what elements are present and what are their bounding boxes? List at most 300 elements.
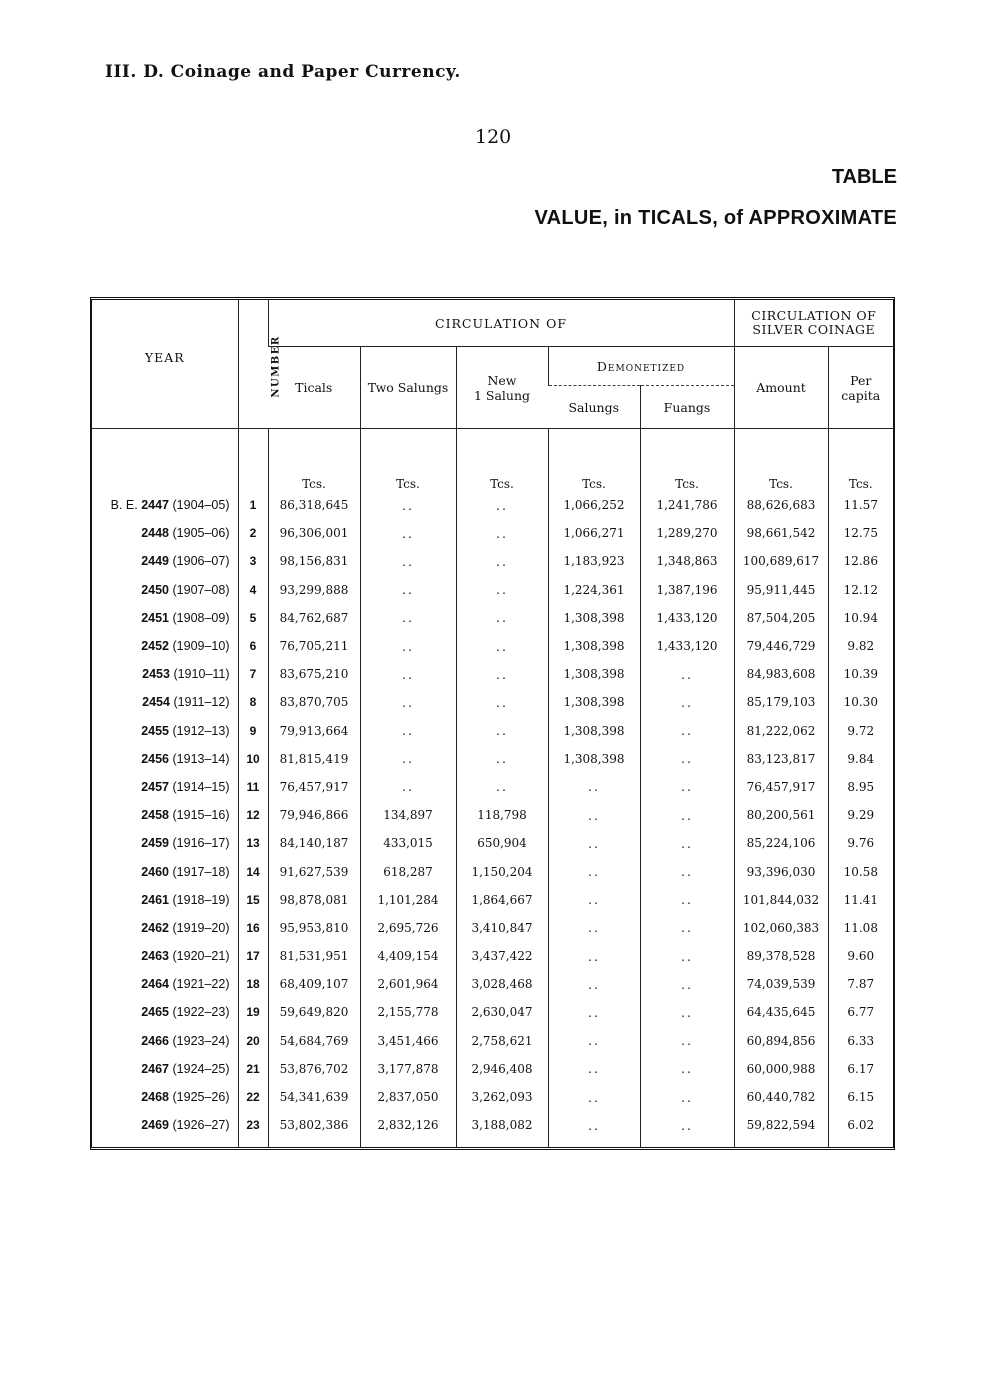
cell-year xyxy=(92,998,238,1026)
year-be: 2468 xyxy=(141,1090,170,1105)
cell-salungs: 1,308,398 xyxy=(548,745,640,773)
cell-salungs: 1,224,361 xyxy=(548,576,640,604)
cell-new-salung: 3,410,847 xyxy=(456,914,548,942)
table-row xyxy=(92,519,893,547)
cell-two-salungs: 2,695,726 xyxy=(360,914,456,942)
year-be: 2464 xyxy=(141,977,170,992)
cell-number: 21 xyxy=(238,1055,268,1083)
cell-per-capita: 12.86 xyxy=(828,547,893,575)
year-period: (1905–06) xyxy=(172,526,230,541)
cell-year xyxy=(92,632,238,660)
cell-fuangs: .. xyxy=(640,745,734,773)
table-row xyxy=(92,914,893,942)
cell-amount: 101,844,032 xyxy=(734,886,828,914)
cell-salungs: .. xyxy=(548,801,640,829)
table-row xyxy=(92,576,893,604)
header-two-salungs: Two Salungs xyxy=(360,347,456,429)
cell-new-salung: 118,798 xyxy=(456,801,548,829)
table-row xyxy=(92,1083,893,1111)
cell-salungs: .. xyxy=(548,998,640,1026)
cell-per-capita: 9.76 xyxy=(828,829,893,857)
unit-cell-amount: Tcs. xyxy=(734,429,828,492)
cell-number: 9 xyxy=(238,717,268,745)
cell-year xyxy=(92,1055,238,1083)
cell-two-salungs: .. xyxy=(360,519,456,547)
cell-fuangs: .. xyxy=(640,970,734,998)
cell-salungs: .. xyxy=(548,1027,640,1055)
table-row xyxy=(92,745,893,773)
cell-ticals: 93,299,888 xyxy=(268,576,360,604)
cell-amount: 87,504,205 xyxy=(734,604,828,632)
year-be: 2454 xyxy=(142,695,170,710)
cell-ticals: 54,341,639 xyxy=(268,1083,360,1111)
cell-number: 6 xyxy=(238,632,268,660)
cell-number: 3 xyxy=(238,547,268,575)
cell-per-capita: 11.41 xyxy=(828,886,893,914)
year-period: (1917–18) xyxy=(172,864,230,879)
cell-ticals: 98,156,831 xyxy=(268,547,360,575)
header-ticals: Ticals xyxy=(268,347,360,429)
cell-number: 1 xyxy=(238,491,268,519)
cell-number: 19 xyxy=(238,998,268,1026)
table-row xyxy=(92,632,893,660)
cell-two-salungs: 3,177,878 xyxy=(360,1055,456,1083)
cell-two-salungs: 1,101,284 xyxy=(360,886,456,914)
year-be: 2456 xyxy=(141,751,170,766)
cell-amount: 85,224,106 xyxy=(734,829,828,857)
year-period: (1907–08) xyxy=(172,582,230,597)
cell-ticals: 83,870,705 xyxy=(268,688,360,716)
cell-amount: 95,911,445 xyxy=(734,576,828,604)
cell-salungs: 1,066,252 xyxy=(548,491,640,519)
cell-salungs: .. xyxy=(548,914,640,942)
cell-per-capita: 6.02 xyxy=(828,1111,893,1147)
unit-cell-number xyxy=(238,429,268,492)
table-row xyxy=(92,801,893,829)
cell-amount: 93,396,030 xyxy=(734,857,828,885)
cell-per-capita: 12.12 xyxy=(828,576,893,604)
header-amount: Amount xyxy=(734,347,828,429)
year-period: (1908–09) xyxy=(172,610,230,625)
header-demonetized: Demonetized xyxy=(548,347,734,386)
cell-fuangs: 1,241,786 xyxy=(640,491,734,519)
cell-two-salungs: 433,015 xyxy=(360,829,456,857)
cell-new-salung: .. xyxy=(456,576,548,604)
year-period: (1923–24) xyxy=(172,1033,230,1048)
unit-cell-ticals: Tcs. xyxy=(268,429,360,492)
cell-two-salungs: 2,832,126 xyxy=(360,1111,456,1147)
cell-ticals: 76,705,211 xyxy=(268,632,360,660)
year-be: 2462 xyxy=(141,920,170,935)
cell-amount: 64,435,645 xyxy=(734,998,828,1026)
cell-ticals: 96,306,001 xyxy=(268,519,360,547)
cell-new-salung: .. xyxy=(456,773,548,801)
cell-amount: 81,222,062 xyxy=(734,717,828,745)
cell-fuangs: .. xyxy=(640,1111,734,1147)
year-be: 2467 xyxy=(141,1061,170,1076)
cell-salungs: 1,308,398 xyxy=(548,604,640,632)
cell-new-salung: 2,946,408 xyxy=(456,1055,548,1083)
cell-new-salung: .. xyxy=(456,604,548,632)
page-number: 120 xyxy=(475,126,512,148)
year-period: (1922–23) xyxy=(172,1005,230,1020)
year-be: 2449 xyxy=(141,554,170,569)
header-new-salung xyxy=(456,347,548,429)
year-period: (1909–10) xyxy=(172,639,230,654)
currency-table xyxy=(92,300,893,1147)
cell-salungs: .. xyxy=(548,886,640,914)
cell-per-capita: 8.95 xyxy=(828,773,893,801)
cell-per-capita: 11.57 xyxy=(828,491,893,519)
cell-year xyxy=(92,857,238,885)
cell-new-salung: .. xyxy=(456,688,548,716)
cell-salungs: .. xyxy=(548,1055,640,1083)
cell-fuangs: .. xyxy=(640,1027,734,1055)
cell-fuangs: 1,387,196 xyxy=(640,576,734,604)
table-header xyxy=(92,300,893,429)
table-row xyxy=(92,942,893,970)
cell-fuangs: .. xyxy=(640,1055,734,1083)
cell-salungs: 1,066,271 xyxy=(548,519,640,547)
cell-fuangs: .. xyxy=(640,660,734,688)
cell-amount: 100,689,617 xyxy=(734,547,828,575)
cell-ticals: 86,318,645 xyxy=(268,491,360,519)
year-be: 2452 xyxy=(141,639,170,654)
cell-year xyxy=(92,829,238,857)
cell-fuangs: .. xyxy=(640,886,734,914)
table-row xyxy=(92,547,893,575)
cell-salungs: .. xyxy=(548,942,640,970)
unit-cell-salungs: Tcs. xyxy=(548,429,640,492)
cell-per-capita: 9.29 xyxy=(828,801,893,829)
cell-two-salungs: .. xyxy=(360,773,456,801)
table-row xyxy=(92,717,893,745)
header-new-salung-line1: New xyxy=(487,372,517,388)
cell-number: 20 xyxy=(238,1027,268,1055)
cell-fuangs: .. xyxy=(640,998,734,1026)
cell-ticals: 79,913,664 xyxy=(268,717,360,745)
unit-cell-two-salungs: Tcs. xyxy=(360,429,456,492)
cell-per-capita: 6.33 xyxy=(828,1027,893,1055)
cell-per-capita: 11.08 xyxy=(828,914,893,942)
cell-two-salungs: .. xyxy=(360,547,456,575)
header-salungs: Salungs xyxy=(548,386,640,429)
header-per-capita-line2: capita xyxy=(841,387,881,403)
cell-number: 4 xyxy=(238,576,268,604)
year-be: 2469 xyxy=(141,1118,170,1133)
cell-amount: 83,123,817 xyxy=(734,745,828,773)
unit-cell-new-salung: Tcs. xyxy=(456,429,548,492)
table-body xyxy=(92,429,893,1148)
year-prefix: B. E. xyxy=(110,498,142,513)
cell-year xyxy=(92,801,238,829)
table-row xyxy=(92,773,893,801)
header-number-label: NUMBER xyxy=(270,334,282,398)
year-period: (1911–12) xyxy=(173,695,230,710)
year-period: (1921–22) xyxy=(172,977,230,992)
cell-fuangs: 1,433,120 xyxy=(640,604,734,632)
year-period: (1914–15) xyxy=(172,779,230,794)
year-period: (1926–27) xyxy=(172,1118,230,1133)
cell-year xyxy=(92,519,238,547)
cell-new-salung: 3,437,422 xyxy=(456,942,548,970)
cell-two-salungs: .. xyxy=(360,660,456,688)
cell-fuangs: .. xyxy=(640,942,734,970)
cell-number: 2 xyxy=(238,519,268,547)
cell-number: 7 xyxy=(238,660,268,688)
unit-cell-fuangs: Tcs. xyxy=(640,429,734,492)
cell-year xyxy=(92,1111,238,1147)
cell-two-salungs: .. xyxy=(360,717,456,745)
year-be: 2450 xyxy=(141,582,170,597)
cell-year xyxy=(92,914,238,942)
year-be: 2463 xyxy=(141,949,170,964)
cell-fuangs: .. xyxy=(640,773,734,801)
cell-amount: 59,822,594 xyxy=(734,1111,828,1147)
cell-ticals: 54,684,769 xyxy=(268,1027,360,1055)
table-row xyxy=(92,886,893,914)
cell-fuangs: .. xyxy=(640,829,734,857)
cell-year xyxy=(92,970,238,998)
cell-per-capita: 10.30 xyxy=(828,688,893,716)
cell-two-salungs: .. xyxy=(360,688,456,716)
cell-ticals: 76,457,917 xyxy=(268,773,360,801)
cell-number: 15 xyxy=(238,886,268,914)
cell-year xyxy=(92,745,238,773)
cell-ticals: 91,627,539 xyxy=(268,857,360,885)
header-circulation-silver-line1: CIRCULATION OF xyxy=(751,308,877,323)
cell-per-capita: 9.84 xyxy=(828,745,893,773)
cell-number: 8 xyxy=(238,688,268,716)
cell-year xyxy=(92,576,238,604)
cell-amount: 74,039,539 xyxy=(734,970,828,998)
cell-year xyxy=(92,688,238,716)
cell-amount: 76,457,917 xyxy=(734,773,828,801)
cell-two-salungs: 134,897 xyxy=(360,801,456,829)
cell-salungs: .. xyxy=(548,1111,640,1147)
cell-two-salungs: 3,451,466 xyxy=(360,1027,456,1055)
cell-fuangs: 1,289,270 xyxy=(640,519,734,547)
cell-per-capita: 7.87 xyxy=(828,970,893,998)
table-heading: TABLE xyxy=(831,166,897,188)
cell-two-salungs: .. xyxy=(360,491,456,519)
year-period: (1912–13) xyxy=(172,723,230,738)
cell-ticals: 53,876,702 xyxy=(268,1055,360,1083)
header-per-capita-line1: Per xyxy=(850,372,872,388)
cell-two-salungs: 2,155,778 xyxy=(360,998,456,1026)
cell-per-capita: 9.60 xyxy=(828,942,893,970)
cell-new-salung: .. xyxy=(456,547,548,575)
cell-per-capita: 6.15 xyxy=(828,1083,893,1111)
cell-salungs: 1,308,398 xyxy=(548,632,640,660)
cell-new-salung: 3,262,093 xyxy=(456,1083,548,1111)
year-period: (1920–21) xyxy=(172,949,230,964)
cell-per-capita: 9.82 xyxy=(828,632,893,660)
cell-new-salung: .. xyxy=(456,519,548,547)
table-subtitle: VALUE, in TICALS, of APPROXIMATE xyxy=(534,207,897,229)
cell-per-capita: 10.94 xyxy=(828,604,893,632)
cell-salungs: 1,308,398 xyxy=(548,717,640,745)
cell-new-salung: 2,758,621 xyxy=(456,1027,548,1055)
table-row xyxy=(92,1055,893,1083)
cell-amount: 60,894,856 xyxy=(734,1027,828,1055)
cell-ticals: 59,649,820 xyxy=(268,998,360,1026)
cell-amount: 79,446,729 xyxy=(734,632,828,660)
cell-number: 13 xyxy=(238,829,268,857)
year-period: (1924–25) xyxy=(172,1061,230,1076)
cell-amount: 102,060,383 xyxy=(734,914,828,942)
year-be: 2453 xyxy=(142,667,170,682)
year-be: 2461 xyxy=(141,892,170,907)
cell-new-salung: .. xyxy=(456,717,548,745)
cell-per-capita: 6.17 xyxy=(828,1055,893,1083)
cell-amount: 85,179,103 xyxy=(734,688,828,716)
cell-ticals: 84,140,187 xyxy=(268,829,360,857)
cell-year xyxy=(92,886,238,914)
year-be: 2457 xyxy=(141,779,170,794)
cell-new-salung: .. xyxy=(456,745,548,773)
cell-ticals: 81,815,419 xyxy=(268,745,360,773)
cell-per-capita: 9.72 xyxy=(828,717,893,745)
cell-ticals: 79,946,866 xyxy=(268,801,360,829)
cell-year xyxy=(92,773,238,801)
year-period: (1910–11) xyxy=(173,667,230,682)
header-circulation-of: CIRCULATION OF xyxy=(268,300,734,347)
cell-ticals: 53,802,386 xyxy=(268,1111,360,1147)
cell-ticals: 81,531,951 xyxy=(268,942,360,970)
table-row xyxy=(92,1027,893,1055)
header-year xyxy=(92,300,238,429)
cell-fuangs: 1,433,120 xyxy=(640,632,734,660)
cell-per-capita: 12.75 xyxy=(828,519,893,547)
cell-amount: 89,378,528 xyxy=(734,942,828,970)
cell-new-salung: 1,150,204 xyxy=(456,857,548,885)
cell-per-capita: 10.39 xyxy=(828,660,893,688)
cell-fuangs: .. xyxy=(640,857,734,885)
year-be: 2451 xyxy=(141,610,170,625)
cell-number: 10 xyxy=(238,745,268,773)
cell-two-salungs: .. xyxy=(360,604,456,632)
header-number xyxy=(238,300,282,429)
year-period: (1906–07) xyxy=(172,554,230,569)
cell-two-salungs: .. xyxy=(360,576,456,604)
table-row xyxy=(92,829,893,857)
year-be: 2459 xyxy=(141,836,170,851)
cell-amount: 88,626,683 xyxy=(734,491,828,519)
cell-salungs: .. xyxy=(548,773,640,801)
year-be: 2447 xyxy=(141,498,170,513)
cell-year xyxy=(92,547,238,575)
currency-table-frame xyxy=(90,297,895,1150)
year-period: (1913–14) xyxy=(172,751,230,766)
cell-fuangs: 1,348,863 xyxy=(640,547,734,575)
header-year-label: YEAR xyxy=(144,350,185,365)
cell-number: 16 xyxy=(238,914,268,942)
year-period: (1916–17) xyxy=(172,836,230,851)
table-row xyxy=(92,857,893,885)
cell-number: 12 xyxy=(238,801,268,829)
table-row xyxy=(92,660,893,688)
cell-ticals: 95,953,810 xyxy=(268,914,360,942)
cell-salungs: 1,183,923 xyxy=(548,547,640,575)
cell-amount: 60,440,782 xyxy=(734,1083,828,1111)
cell-salungs: .. xyxy=(548,1083,640,1111)
cell-new-salung: .. xyxy=(456,660,548,688)
header-fuangs: Fuangs xyxy=(640,386,734,429)
cell-number: 23 xyxy=(238,1111,268,1147)
table-row xyxy=(92,998,893,1026)
cell-salungs: .. xyxy=(548,970,640,998)
cell-amount: 98,661,542 xyxy=(734,519,828,547)
cell-new-salung: 3,028,468 xyxy=(456,970,548,998)
section-title: III. D. Coinage and Paper Currency. xyxy=(105,62,461,82)
unit-cell-per-capita: Tcs. xyxy=(828,429,893,492)
cell-new-salung: 3,188,082 xyxy=(456,1111,548,1147)
cell-number: 18 xyxy=(238,970,268,998)
cell-new-salung: .. xyxy=(456,491,548,519)
cell-new-salung: 1,864,667 xyxy=(456,886,548,914)
unit-cell-year xyxy=(92,429,238,492)
cell-two-salungs: .. xyxy=(360,745,456,773)
cell-new-salung: .. xyxy=(456,632,548,660)
cell-year xyxy=(92,1027,238,1055)
cell-ticals: 68,409,107 xyxy=(268,970,360,998)
cell-number: 17 xyxy=(238,942,268,970)
cell-year xyxy=(92,604,238,632)
cell-year xyxy=(92,1083,238,1111)
year-be: 2466 xyxy=(141,1033,170,1048)
cell-salungs: 1,308,398 xyxy=(548,660,640,688)
cell-two-salungs: 4,409,154 xyxy=(360,942,456,970)
cell-year xyxy=(92,491,238,519)
year-be: 2448 xyxy=(141,526,170,541)
year-be: 2458 xyxy=(141,808,170,823)
cell-fuangs: .. xyxy=(640,801,734,829)
cell-year xyxy=(92,717,238,745)
year-period: (1925–26) xyxy=(172,1090,230,1105)
table-row xyxy=(92,688,893,716)
cell-fuangs: .. xyxy=(640,914,734,942)
cell-salungs: 1,308,398 xyxy=(548,688,640,716)
year-be: 2460 xyxy=(141,864,170,879)
header-circulation-silver-line2: SILVER COINAGE xyxy=(752,322,876,337)
table-row xyxy=(92,491,893,519)
header-per-capita xyxy=(828,347,893,429)
cell-year xyxy=(92,660,238,688)
cell-two-salungs: 2,601,964 xyxy=(360,970,456,998)
year-period: (1915–16) xyxy=(172,808,230,823)
cell-salungs: .. xyxy=(548,857,640,885)
cell-salungs: .. xyxy=(548,829,640,857)
year-period: (1918–19) xyxy=(172,892,230,907)
cell-new-salung: 2,630,047 xyxy=(456,998,548,1026)
cell-fuangs: .. xyxy=(640,688,734,716)
year-be: 2455 xyxy=(141,723,170,738)
cell-amount: 84,983,608 xyxy=(734,660,828,688)
cell-ticals: 98,878,081 xyxy=(268,886,360,914)
year-be: 2465 xyxy=(141,1005,170,1020)
cell-fuangs: .. xyxy=(640,1083,734,1111)
cell-two-salungs: 2,837,050 xyxy=(360,1083,456,1111)
header-new-salung-line2: 1 Salung xyxy=(473,387,531,403)
cell-amount: 60,000,988 xyxy=(734,1055,828,1083)
year-period: (1919–20) xyxy=(172,920,230,935)
cell-fuangs: .. xyxy=(640,717,734,745)
cell-number: 5 xyxy=(238,604,268,632)
table-row xyxy=(92,970,893,998)
cell-year xyxy=(92,942,238,970)
cell-number: 14 xyxy=(238,857,268,885)
